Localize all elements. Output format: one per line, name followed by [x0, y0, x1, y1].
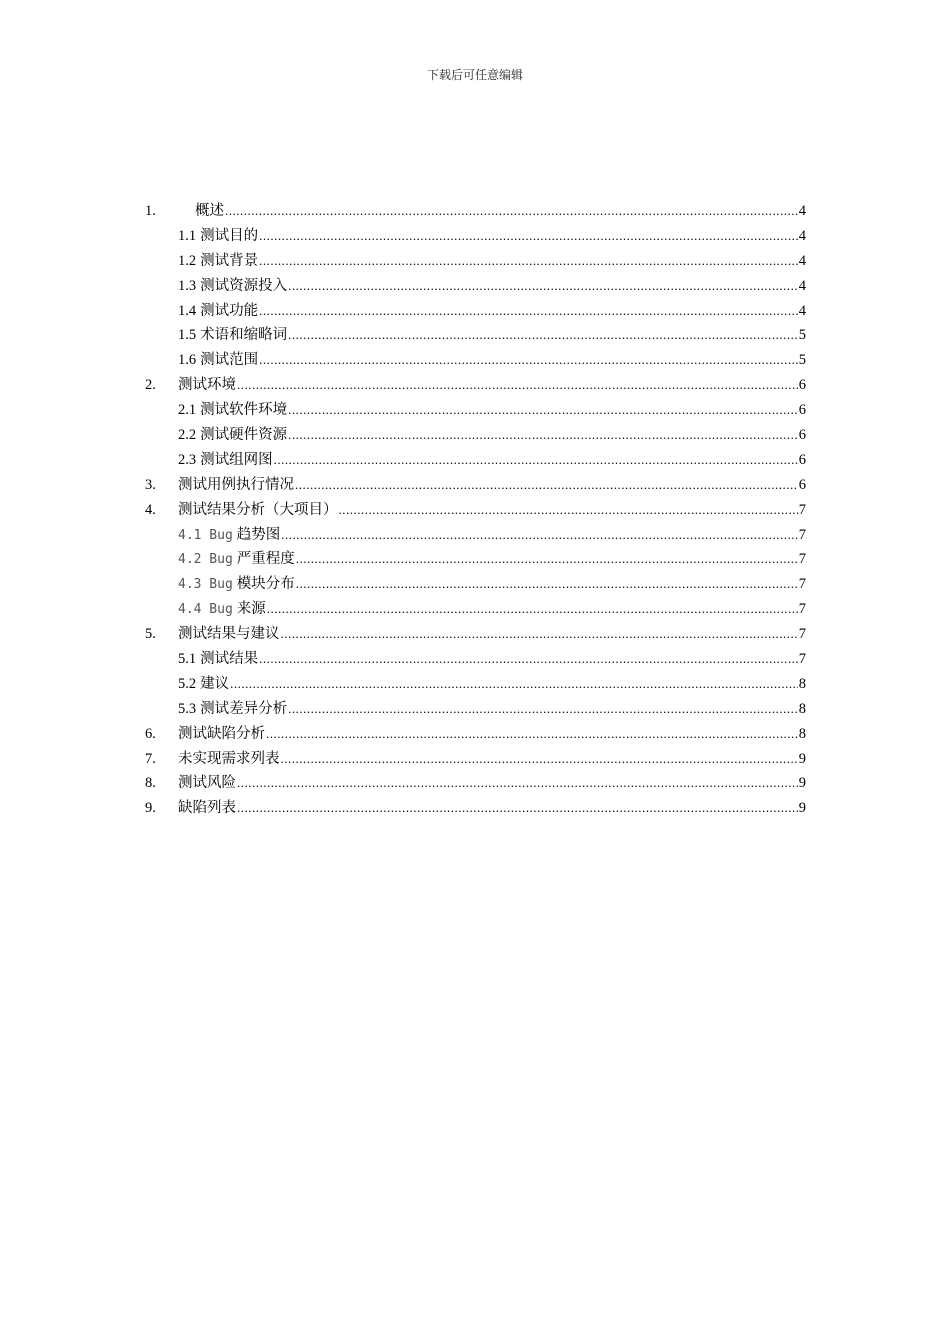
- toc-entry-1-1[interactable]: [145, 224, 806, 249]
- toc-title: 测试软件环境: [200, 402, 288, 419]
- toc-title: 测试用例执行情况: [178, 476, 294, 493]
- toc-leader: [266, 722, 798, 747]
- toc-leader: [296, 547, 798, 572]
- toc-number: 1.5: [178, 327, 197, 344]
- toc-page: 4: [798, 277, 806, 294]
- toc-number: 5.2: [178, 675, 197, 692]
- toc-page: 6: [798, 402, 806, 419]
- toc-entry-5-1[interactable]: [145, 647, 806, 672]
- toc-number: 9.: [145, 800, 156, 817]
- toc-page: 7: [798, 651, 806, 668]
- toc-page: 8: [798, 675, 806, 692]
- toc-page: 8: [798, 725, 806, 742]
- toc-number: 1.1: [178, 227, 197, 244]
- toc-entry-6[interactable]: [145, 722, 806, 747]
- toc-entry-1-3[interactable]: [145, 274, 806, 299]
- toc-page: 4: [798, 227, 806, 244]
- toc-leader: [259, 249, 798, 274]
- toc-number: 8.: [145, 775, 156, 792]
- toc-page: 8: [798, 700, 806, 717]
- toc-number: 1.6: [178, 352, 197, 369]
- toc-number: 1.2: [178, 252, 197, 269]
- toc-number: 4.4 Bug: [178, 602, 233, 618]
- toc-page: 9: [798, 750, 806, 767]
- toc-entry-4-2[interactable]: [145, 547, 806, 572]
- toc-entry-9[interactable]: [145, 796, 806, 821]
- toc-leader: [259, 299, 798, 324]
- toc-page: 9: [798, 775, 806, 792]
- toc-leader: [288, 697, 798, 722]
- toc-title: 测试硬件资源: [200, 427, 288, 444]
- toc-leader: [237, 771, 798, 796]
- toc-leader: [259, 647, 798, 672]
- toc-entry-1-5[interactable]: [145, 323, 806, 348]
- toc-leader: [288, 323, 798, 348]
- toc-leader: [296, 572, 798, 597]
- toc-entry-5[interactable]: [145, 622, 806, 647]
- toc-page: 4: [798, 203, 806, 219]
- toc-entry-4-4[interactable]: [145, 597, 806, 622]
- toc-number: 5.: [145, 626, 156, 643]
- toc-entry-2-3[interactable]: [145, 448, 806, 473]
- toc-entry-1[interactable]: [145, 199, 806, 224]
- toc-title: 概述: [195, 203, 224, 219]
- toc-entry-2-2[interactable]: [145, 423, 806, 448]
- toc-title: 测试功能: [200, 302, 259, 319]
- toc-title: 来源: [236, 601, 266, 618]
- toc-page: 7: [798, 601, 806, 618]
- toc-leader: [259, 348, 798, 373]
- toc-leader: [274, 448, 798, 473]
- toc-leader: [281, 523, 797, 548]
- toc-leader: [237, 796, 798, 821]
- toc-number: 3.: [145, 476, 156, 493]
- toc-page: 5: [798, 352, 806, 369]
- toc-title: 未实现需求列表: [178, 750, 280, 767]
- toc-entry-3[interactable]: [145, 473, 806, 498]
- toc-title: 测试结果与建议: [178, 626, 280, 643]
- toc-number: 4.2 Bug: [178, 552, 233, 568]
- toc-entry-4-1[interactable]: [145, 523, 806, 548]
- toc-leader: [237, 373, 798, 398]
- toc-number: 1.4: [178, 302, 197, 319]
- toc-leader: [288, 274, 798, 299]
- toc-page: 6: [798, 377, 806, 394]
- toc-number: 5.1: [178, 651, 197, 668]
- toc-number: 2.3: [178, 451, 197, 468]
- toc-page: 6: [798, 476, 806, 493]
- toc-entry-2[interactable]: [145, 373, 806, 398]
- toc-number: 5.3: [178, 700, 197, 717]
- toc-page: 7: [798, 576, 806, 593]
- toc-leader: [288, 398, 798, 423]
- toc-entry-1-4[interactable]: [145, 299, 806, 324]
- toc-entry-1-2[interactable]: [145, 249, 806, 274]
- toc-leader: [225, 199, 798, 224]
- toc-number: 2.2: [178, 427, 197, 444]
- toc-page: 6: [798, 451, 806, 468]
- toc-page: 7: [798, 626, 806, 643]
- toc-title: 测试差异分析: [200, 700, 288, 717]
- toc-title: 测试缺陷分析: [178, 725, 265, 742]
- toc-title: 测试组网图: [200, 451, 273, 468]
- toc-leader: [288, 423, 798, 448]
- toc-entry-7[interactable]: [145, 747, 806, 772]
- toc-leader: [295, 473, 798, 498]
- toc-leader: [339, 498, 798, 523]
- toc-page: 7: [798, 551, 806, 568]
- toc-entry-2-1[interactable]: [145, 398, 806, 423]
- toc-page: 7: [798, 501, 806, 518]
- toc-title: 测试范围: [200, 352, 259, 369]
- toc-leader: [281, 622, 798, 647]
- toc-title: 趋势图: [236, 526, 281, 543]
- toc-page: 9: [798, 800, 806, 817]
- toc-entry-8[interactable]: [145, 771, 806, 796]
- toc-title: 测试环境: [178, 377, 236, 394]
- toc-entry-4[interactable]: [145, 498, 806, 523]
- toc-number: 2.1: [178, 402, 197, 419]
- toc-page: 5: [798, 327, 806, 344]
- toc-number: 1.3: [178, 277, 197, 294]
- toc-page: 6: [798, 427, 806, 444]
- toc-page: 7: [798, 526, 806, 543]
- toc-number: 7.: [145, 750, 156, 767]
- toc-entry-4-3[interactable]: [145, 572, 806, 597]
- toc-leader: [230, 672, 798, 697]
- toc-number: 4.1 Bug: [178, 527, 233, 543]
- toc-leader: [281, 747, 798, 772]
- toc-title: 测试风险: [178, 775, 236, 792]
- toc-leader: [259, 224, 798, 249]
- toc-entry-5-2[interactable]: [145, 672, 806, 697]
- toc-title: 严重程度: [236, 551, 295, 568]
- toc-title: 测试目的: [200, 227, 259, 244]
- table-of-contents: [145, 199, 806, 821]
- toc-title: 测试结果分析（大项目）: [178, 501, 338, 518]
- toc-number: 4.3 Bug: [178, 577, 233, 593]
- toc-title: 测试资源投入: [200, 277, 288, 294]
- toc-page: 4: [798, 252, 806, 269]
- toc-entry-5-3[interactable]: [145, 697, 806, 722]
- toc-title: 缺陷列表: [178, 800, 236, 817]
- toc-title: 测试背景: [200, 252, 259, 269]
- toc-entry-1-6[interactable]: [145, 348, 806, 373]
- toc-number: 6.: [145, 725, 156, 742]
- toc-leader: [267, 597, 798, 622]
- toc-title: 模块分布: [236, 576, 295, 593]
- toc-title: 建议: [200, 675, 230, 692]
- toc-page: 4: [798, 302, 806, 319]
- page-header: 下载后可任意编辑: [426, 68, 523, 82]
- toc-number: 4.: [145, 501, 156, 518]
- toc-title: 测试结果: [200, 651, 259, 668]
- toc-number: 1.: [145, 203, 156, 219]
- toc-title: 术语和缩略词: [200, 327, 288, 344]
- toc-number: 2.: [145, 377, 156, 394]
